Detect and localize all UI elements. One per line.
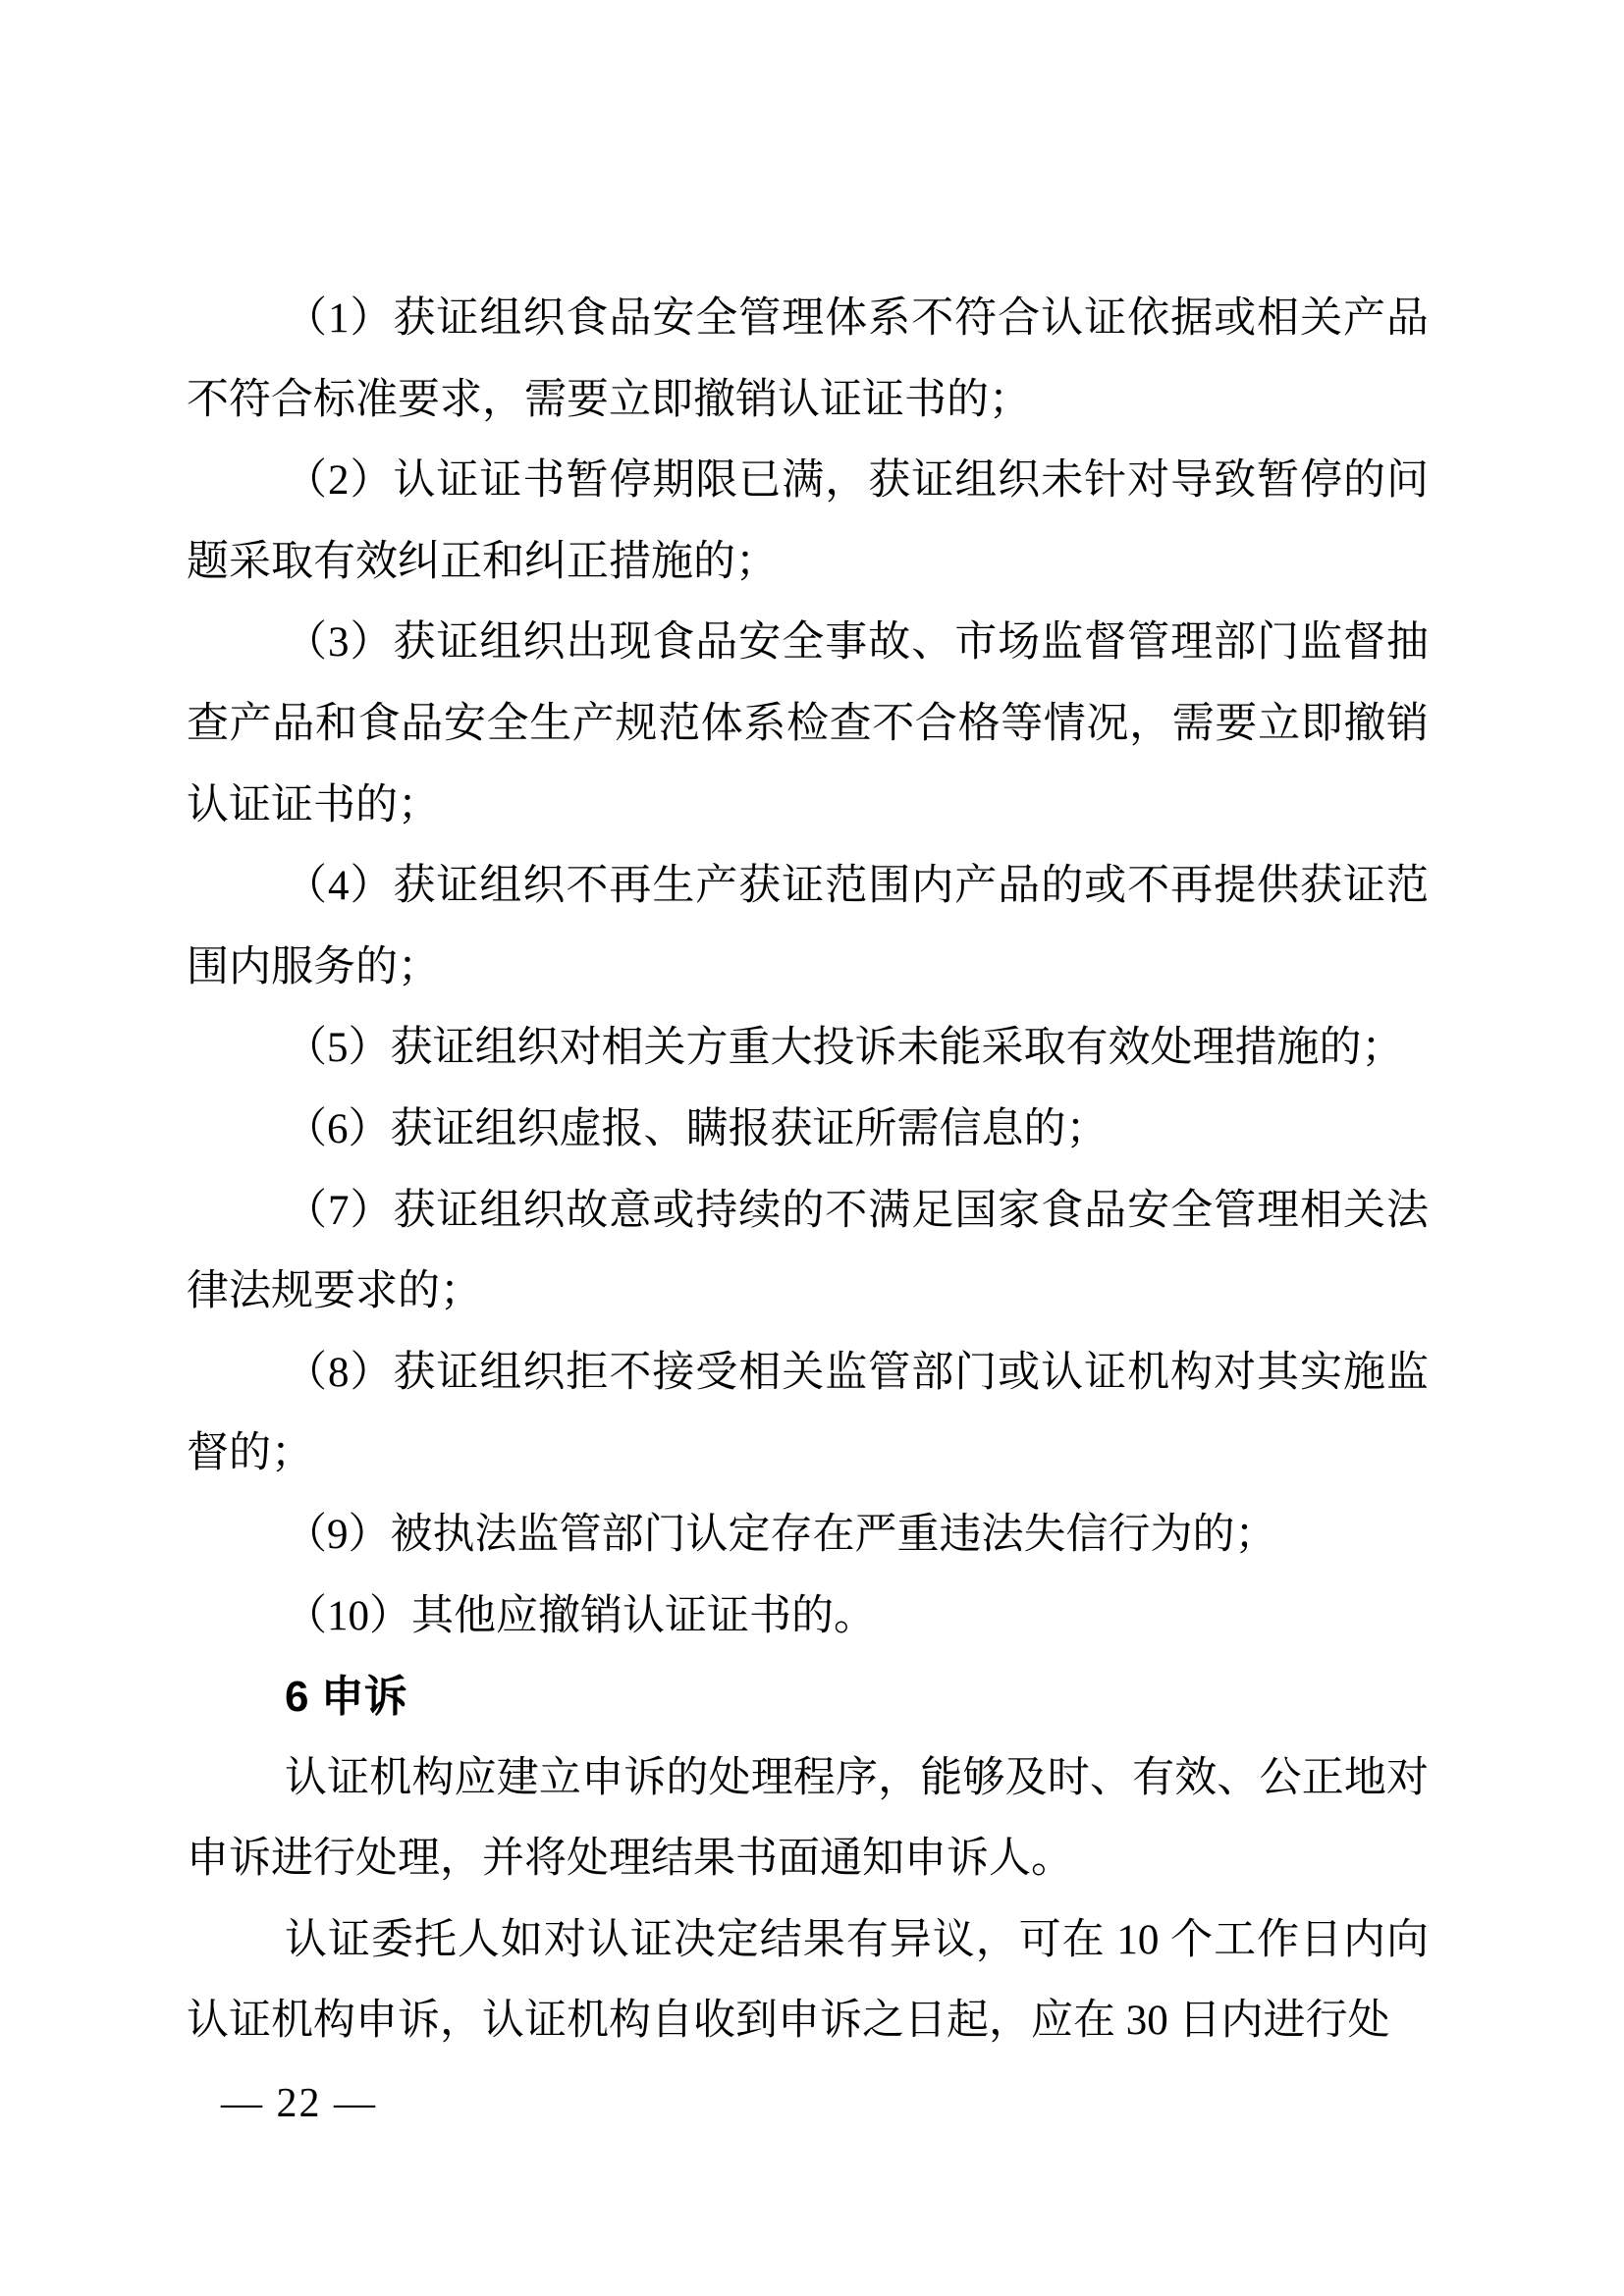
numbered-item-paragraph [187, 1495, 1429, 1576]
text-line: 督的； [187, 1430, 313, 1477]
text-line: （3）获证组织出现食品安全事故、市场监督管理部门监督抽 [285, 619, 1429, 667]
document-body [187, 279, 1429, 2062]
text-line: （1）获证组织食品安全管理体系不符合认证依据或相关产品 [285, 295, 1429, 342]
text-line: （9）被执法监管部门认定存在严重违法失信行为的； [285, 1511, 1277, 1558]
text-line: 查产品和食品安全生产规范体系检查不合格等情况，需要立即撤销 [187, 700, 1429, 747]
page-number: — 22 — [221, 2081, 377, 2126]
numbered-item-paragraph [187, 1090, 1429, 1171]
body-paragraph [187, 1738, 1429, 1900]
numbered-item-paragraph [187, 603, 1429, 846]
text-line: 认证证书的； [187, 781, 440, 828]
text-line: 律法规要求的； [187, 1268, 482, 1315]
text-line: （10）其他应撤销认证证书的。 [285, 1592, 876, 1639]
text-line: （7）获证组织故意或持续的不满足国家食品安全管理相关法 [285, 1187, 1429, 1234]
numbered-item-paragraph [187, 1576, 1429, 1658]
numbered-item-paragraph [187, 846, 1429, 1008]
section-heading [187, 1657, 1429, 1738]
text-line: 申诉进行处理，并将处理结果书面通知申诉人。 [187, 1836, 1073, 1883]
numbered-item-paragraph [187, 441, 1429, 603]
text-line: （2）认证证书暂停期限已满，获证组织未针对导致暂停的问 [285, 457, 1429, 505]
text-line: （8）获证组织拒不接受相关监管部门或认证机构对其实施监 [285, 1349, 1429, 1396]
text-line: 6 申诉 [285, 1673, 407, 1722]
text-line: 围内服务的； [187, 943, 440, 990]
body-paragraph [187, 1900, 1429, 2062]
text-line: 不符合标准要求，需要立即撤销认证证书的； [187, 376, 1031, 423]
text-line: 认证机构应建立申诉的处理程序，能够及时、有效、公正地对 [285, 1754, 1429, 1801]
numbered-item-paragraph [187, 1333, 1429, 1495]
text-line: （5）获证组织对相关方重大投诉未能采取有效处理措施的； [285, 1025, 1404, 1072]
numbered-item-paragraph [187, 279, 1429, 441]
text-line: 认证机构申诉，认证机构自收到申诉之日起，应在 30 日内进行处 [187, 1998, 1390, 2045]
text-line: 题采取有效纠正和纠正措施的； [187, 538, 778, 585]
text-line: 认证委托人如对认证决定结果有异议，可在 10 个工作日内向 [285, 1916, 1429, 1963]
text-line: （6）获证组织虚报、瞒报获证所需信息的； [285, 1105, 1109, 1152]
numbered-item-paragraph [187, 1008, 1429, 1090]
text-line: （4）获证组织不再生产获证范围内产品的或不再提供获证范 [285, 863, 1429, 910]
numbered-item-paragraph [187, 1171, 1429, 1333]
